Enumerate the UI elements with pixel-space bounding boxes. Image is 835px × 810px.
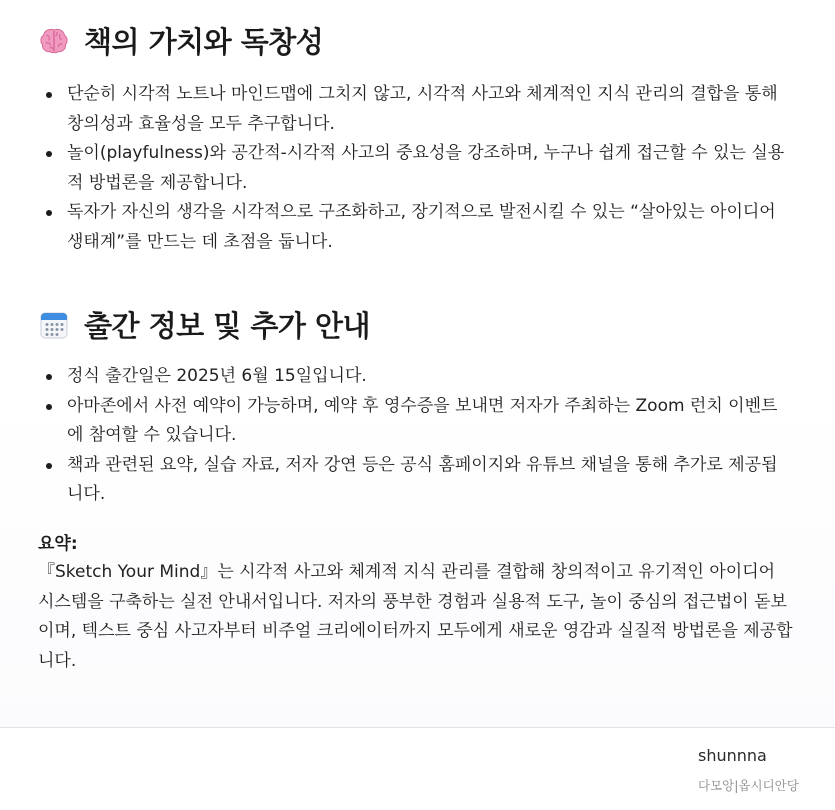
- author-subtitle: 다모앙|옵시디안당: [698, 778, 799, 793]
- bullet-dot: [46, 151, 52, 157]
- author-name: shunnna: [698, 746, 767, 765]
- section-heading-publication: [38, 304, 370, 345]
- list-item: [38, 139, 788, 198]
- list-item-text: 책과 관련된 요약, 실습 자료, 저자 강연 등은 공식 홈페이지와 유튜브 채널을 통해 추가로 제공됩니다.: [67, 454, 778, 504]
- list-item: [38, 80, 788, 139]
- list-item-text: 독자가 자신의 생각을 시각적으로 구조화하고, 장기적으로 발전시킬 수 있는 “살아있는 아이디어 생태계”를 만드는 데 초점을 둡니다.: [67, 202, 776, 252]
- summary-label: 요약:: [38, 534, 78, 554]
- publication-bullet-list: [38, 362, 788, 510]
- brain-icon: [38, 25, 70, 57]
- bullet-dot: [46, 210, 52, 216]
- footer: [0, 727, 835, 810]
- bullet-dot: [46, 92, 52, 98]
- value-bullet-list: [38, 80, 788, 257]
- list-item-text: 단순히 시각적 노트나 마인드맵에 그치지 않고, 시각적 사고와 체계적인 지식 관리의 결합을 통해 창의성과 효율성을 모두 추구합니다.: [67, 84, 778, 134]
- section-title: 책의 가치와 독창성: [84, 25, 324, 59]
- bullet-dot: [46, 463, 52, 469]
- list-item-text: 놀이(playfulness)와 공간적-시각적 사고의 중요성을 강조하며, 누구나 쉽게 접근할 수 있는 실용적 방법론을 제공합니다.: [67, 143, 785, 193]
- section-heading-value: [38, 20, 323, 61]
- calendar-icon: [38, 309, 70, 341]
- list-item-text: 정식 출간일은 2025년 6월 15일입니다.: [67, 366, 367, 386]
- bullet-dot: [46, 404, 52, 410]
- summary-text: 『Sketch Your Mind』는 시각적 사고와 체계적 지식 관리를 결합해 창의적이고 유기적인 아이디어 시스템을 구축하는 실전 안내서입니다. 저자의 풍부한 경험과 실용적 도구, 놀이 중심의 접근법이 돋보이며, 텍스트 중심 사고자부터 비주얼 크리에이터까지 모두에게 새로운 영감과 실질적 방법론을 제공합니다.: [38, 562, 793, 671]
- bullet-dot: [46, 374, 52, 380]
- section-title: 출간 정보 및 추가 안내: [84, 309, 371, 343]
- list-item: [38, 451, 788, 510]
- list-item: [38, 392, 788, 451]
- list-item: [38, 362, 788, 392]
- list-item: [38, 198, 788, 257]
- list-item-text: 아마존에서 사전 예약이 가능하며, 예약 후 영수증을 보내면 저자가 주최하는 Zoom 런치 이벤트에 참여할 수 있습니다.: [67, 395, 778, 445]
